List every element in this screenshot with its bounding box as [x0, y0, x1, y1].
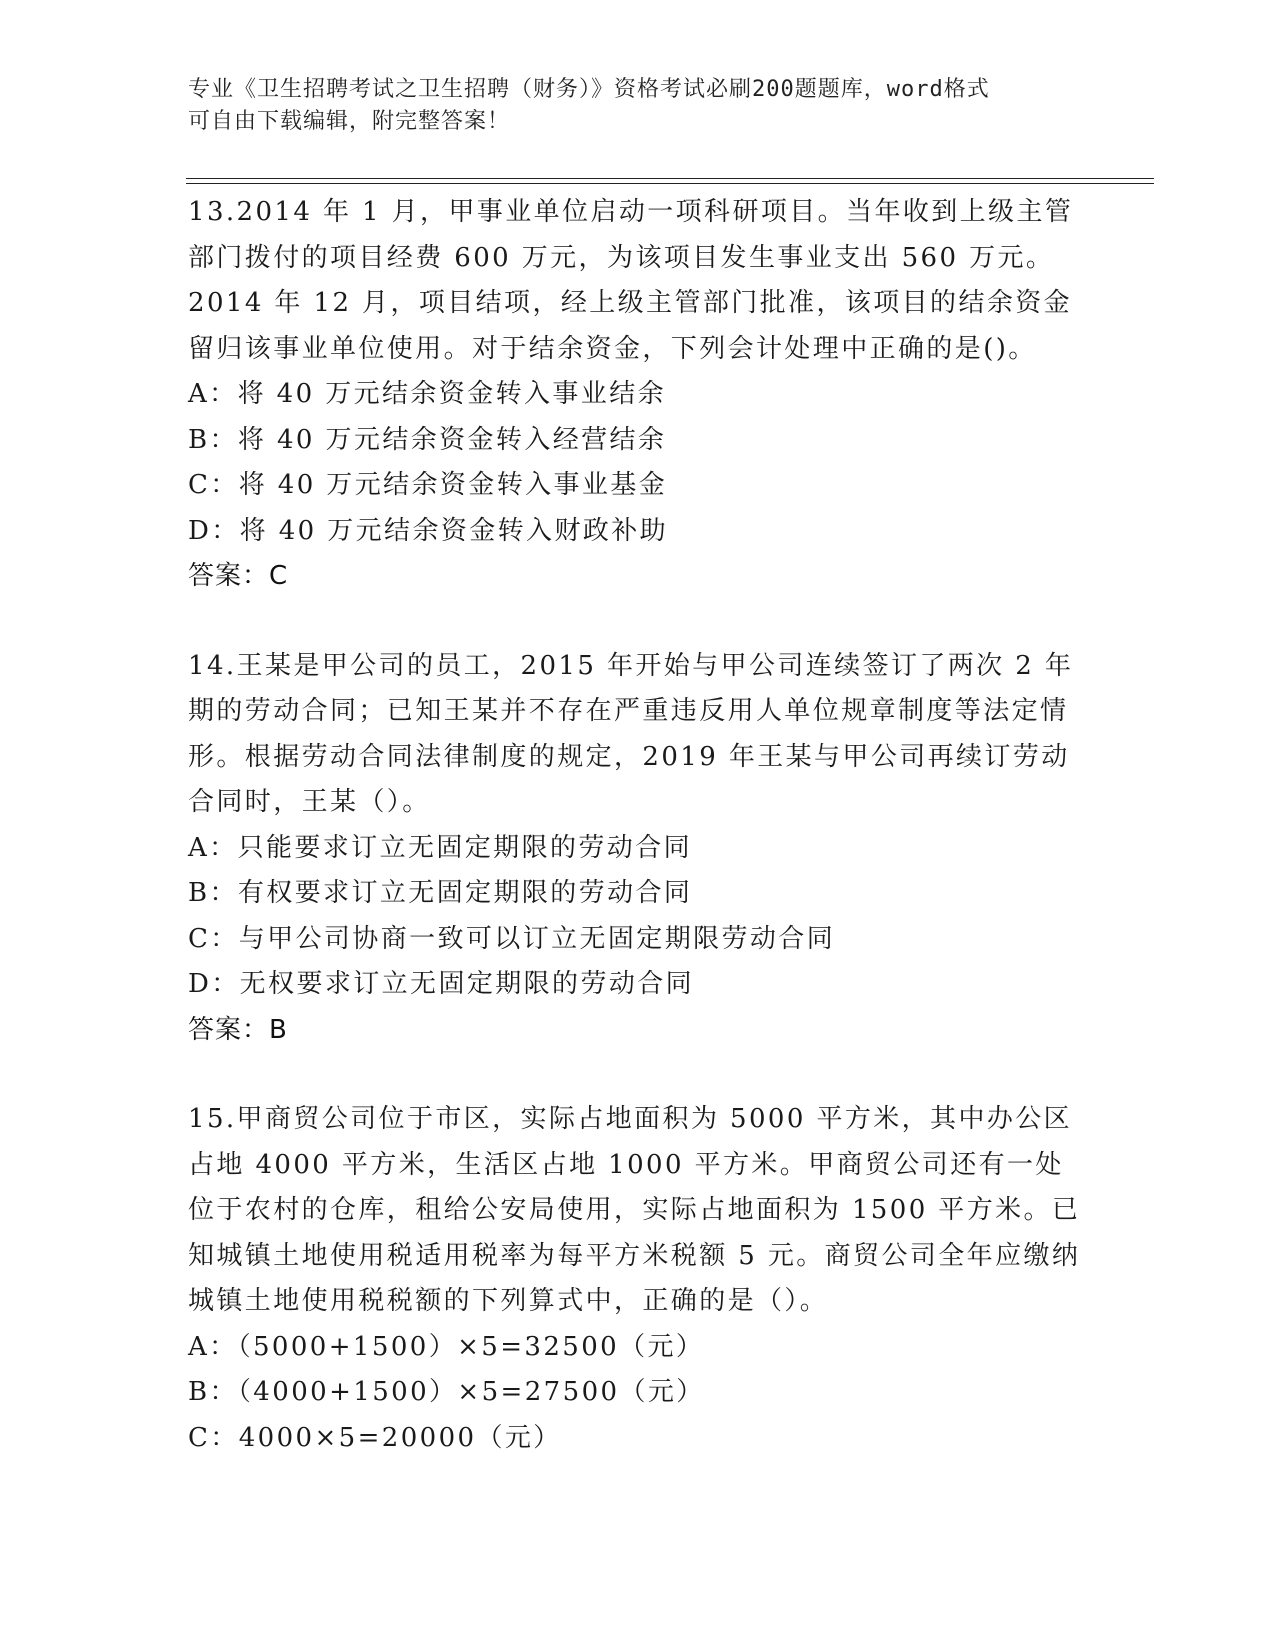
- option-b: B：（4000+1500）×5=27500（元）: [188, 1377, 705, 1407]
- header-divider-bottom: [186, 183, 1154, 184]
- header-line-1: 专业《卫生招聘考试之卫生招聘（财务）》资格考试必刷200题题库，word格式: [188, 77, 990, 102]
- question-15: [188, 1097, 1088, 1461]
- option-a: A：只能要求订立无固定期限的劳动合同: [188, 832, 692, 863]
- option-a: A：（5000+1500）×5=32500（元）: [188, 1331, 705, 1362]
- question-text: 14.王某是甲公司的员工，2015 年开始与甲公司连续签订了两次 2 年期的劳动合同；已知王某并不存在严重违反用人单位规章制度等法定情形。根据劳动合同法律制度的规定，2019 年王某与甲公司再续订劳动合同时，王某（）。: [188, 650, 1074, 817]
- question-14: [188, 644, 1088, 1054]
- document-header: [188, 74, 1068, 138]
- question-text: 15.甲商贸公司位于市区，实际占地面积为 5000 平方米，其中办公区占地 4000 平方米，生活区占地 1000 平方米。甲商贸公司还有一处位于农村的仓库，租给公安局使用，实际占地面积为 1500 平方米。已知城镇土地使用税适用税率为每平方米税额 5 元。商贸公司全年应缴纳城镇土地使用税税额的下列算式中，正确的是（）。: [188, 1104, 1081, 1316]
- option-c: C：与甲公司协商一致可以订立无固定期限劳动合同: [188, 923, 836, 954]
- question-spacer: [188, 600, 1088, 644]
- header-divider-top: [186, 178, 1154, 179]
- header-line-2: 可自由下载编辑，附完整答案！: [188, 109, 511, 134]
- option-d: D：将 40 万元结余资金转入财政补助: [188, 515, 669, 546]
- question-list: [188, 190, 1088, 1461]
- option-a: A：将 40 万元结余资金转入事业结余: [188, 379, 666, 409]
- option-d: D：无权要求订立无固定期限的劳动合同: [188, 969, 695, 999]
- option-c: C：4000×5=20000（元）: [188, 1422, 562, 1453]
- option-b: B：有权要求订立无固定期限的劳动合同: [188, 878, 693, 908]
- answer-label: 答案：C: [188, 561, 289, 591]
- option-c: C：将 40 万元结余资金转入事业基金: [188, 470, 668, 500]
- question-text: 13.2014 年 1 月，甲事业单位启动一项科研项目。当年收到上级主管部门拨付的项目经费 600 万元，为该项目发生事业支出 560 万元。2014 年 12 月，项目结项，经上级主管部门批准，该项目的结余资金留归该事业单位使用。对于结余资金，下列会计处理中正确的是()。: [188, 197, 1074, 364]
- option-b: B：将 40 万元结余资金转入经营结余: [188, 424, 667, 455]
- answer-label: 答案：B: [188, 1014, 288, 1045]
- question-spacer: [188, 1053, 1088, 1097]
- question-13: [188, 190, 1088, 600]
